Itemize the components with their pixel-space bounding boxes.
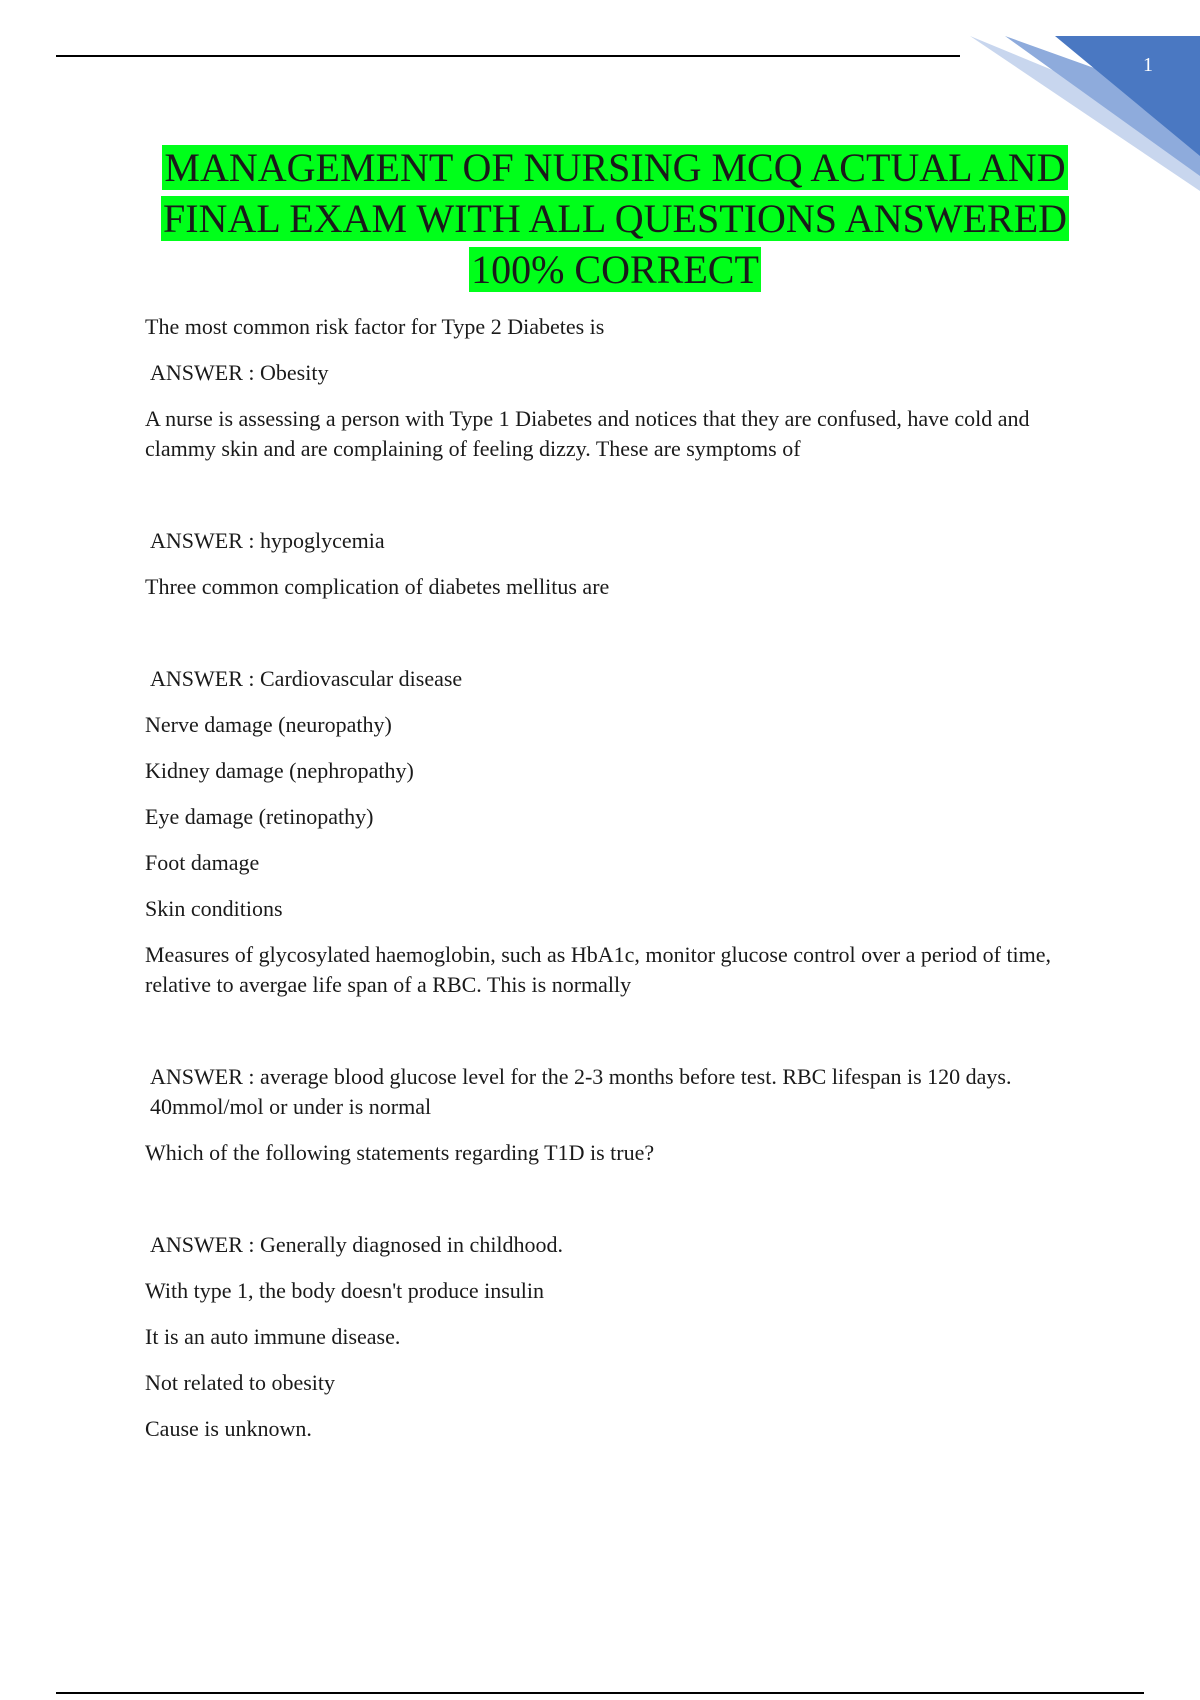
answer-3-item: Skin conditions	[145, 896, 283, 921]
answer-2: ANSWER : hypoglycemia	[150, 528, 385, 553]
answer-4: ANSWER : average blood glucose level for the 2-3 months before test. RBC lifespan is 120 days. 40mmol/mol or under is normal	[150, 1064, 1012, 1119]
answer-3-item: Nerve damage (neuropathy)	[145, 712, 392, 737]
question-2: A nurse is assessing a person with Type 1 Diabetes and notices that they are confused, have cold and clammy skin and are complaining of feeling dizzy. These are symptoms of	[145, 406, 1030, 461]
answer-3: ANSWER : Cardiovascular disease	[150, 666, 463, 691]
document-title	[150, 142, 1080, 295]
header-rule	[56, 55, 960, 57]
answer-3-item: Eye damage (retinopathy)	[145, 804, 374, 829]
question-4: Measures of glycosylated haemoglobin, such as HbA1c, monitor glucose control over a period of time, relative to avergae life span of a RBC. This is normally	[145, 942, 1052, 997]
answer-3-item: Kidney damage (nephropathy)	[145, 758, 414, 783]
answer-5-item: Cause is unknown.	[145, 1416, 312, 1441]
page-number: 1	[1143, 54, 1153, 76]
title-line-2: FINAL EXAM WITH ALL QUESTIONS ANSWERED	[162, 196, 1068, 241]
title-line-1: MANAGEMENT OF NURSING MCQ ACTUAL AND	[164, 145, 1066, 190]
answer-5-item: Not related to obesity	[145, 1370, 336, 1395]
document-body	[145, 312, 1095, 1460]
title-line-3: 100% CORRECT	[471, 247, 759, 292]
question-1: The most common risk factor for Type 2 Diabetes is	[145, 314, 605, 339]
answer-5: ANSWER : Generally diagnosed in childhood.	[150, 1232, 564, 1257]
question-3: Three common complication of diabetes mellitus are	[145, 574, 610, 599]
answer-5-item: With type 1, the body doesn't produce insulin	[145, 1278, 545, 1303]
question-5: Which of the following statements regarding T1D is true?	[145, 1140, 655, 1165]
footer-rule	[56, 1692, 1144, 1694]
answer-5-item: It is an auto immune disease.	[145, 1324, 401, 1349]
answer-1: ANSWER : Obesity	[150, 360, 329, 385]
answer-3-item: Foot damage	[145, 850, 260, 875]
